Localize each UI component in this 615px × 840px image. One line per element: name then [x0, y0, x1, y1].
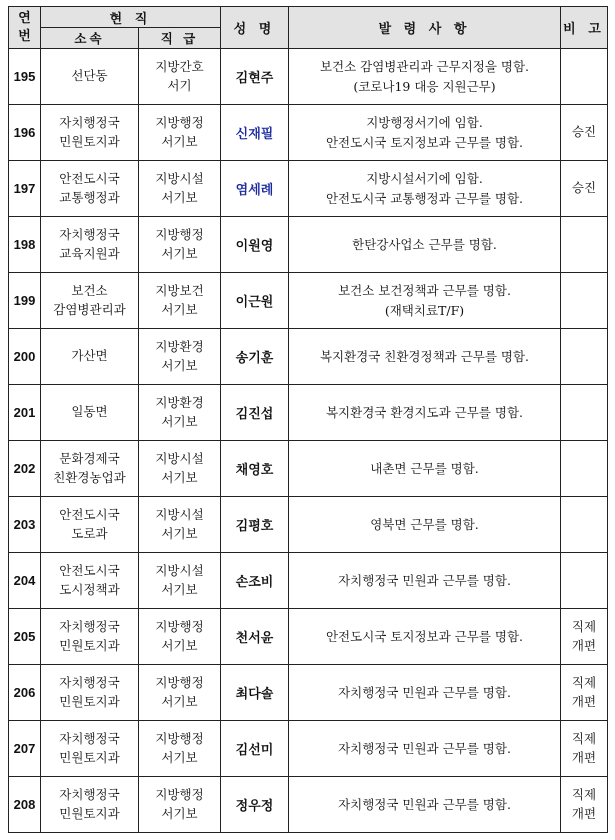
department-line: 선단동 [71, 68, 108, 84]
remark-line: 승진 [571, 180, 597, 196]
order-details [289, 273, 561, 329]
department-line: 감염병관리과 [53, 301, 126, 317]
order-line: 자치행정국 민원과 근무를 명함. [338, 684, 511, 700]
remark-line: 직제 [571, 731, 597, 747]
remark-cell [561, 273, 608, 329]
department-cell [41, 721, 139, 777]
department-line: 자치행정국 [59, 731, 120, 747]
rank-line: 지방간호 [155, 59, 204, 75]
order-line: 내촌면 근무를 명함. [370, 460, 479, 476]
department-line: 자치행정국 [59, 619, 120, 635]
order-line: 보건소 보건정책과 근무를 명함. [338, 282, 511, 298]
remark-cell [561, 441, 608, 497]
rank-line: 지방행정 [155, 787, 204, 803]
rank-line: 지방행정 [155, 675, 204, 691]
department-line: 안전도시국 [59, 507, 120, 523]
order-line: 한탄강사업소 근무를 명함. [352, 236, 497, 252]
department-line: 민원토지과 [59, 637, 120, 653]
header-rank: 직 급 [139, 28, 221, 49]
employee-name: 염세례 [221, 161, 289, 217]
order-line: (코로나19 대응 지원근무) [353, 78, 496, 94]
table-row [9, 273, 608, 329]
rank-line: 서기보 [161, 413, 198, 429]
department-cell [41, 49, 139, 105]
remark-line: 개편 [571, 693, 597, 709]
order-details [289, 49, 561, 105]
header-no-bottom: 번 [18, 28, 31, 44]
remark-line: 개편 [571, 749, 597, 765]
remark-line: 개편 [571, 637, 597, 653]
department-line: 가산면 [71, 348, 108, 364]
order-details [289, 665, 561, 721]
department-line: 자치행정국 [59, 227, 120, 243]
order-details [289, 553, 561, 609]
rank-cell [139, 329, 221, 385]
row-number: 200 [9, 329, 41, 385]
rank-line: 서기보 [161, 693, 198, 709]
rank-cell [139, 217, 221, 273]
rank-line: 지방시설 [155, 563, 204, 579]
department-line: 보건소 [71, 283, 108, 299]
department-cell [41, 609, 139, 665]
rank-cell [139, 777, 221, 833]
employee-name: 김현주 [221, 49, 289, 105]
order-line: 복지환경국 환경지도과 근무를 명함. [325, 404, 524, 420]
rank-line: 서기보 [161, 357, 198, 373]
department-line: 자치행정국 [59, 787, 120, 803]
rank-cell [139, 609, 221, 665]
remark-line: 직제 [571, 619, 597, 635]
order-details [289, 497, 561, 553]
department-line: 도로과 [71, 525, 108, 541]
table-row [9, 217, 608, 273]
rank-line: 서기보 [161, 469, 198, 485]
rank-line: 지방보건 [155, 283, 204, 299]
department-cell [41, 329, 139, 385]
table-row [9, 329, 608, 385]
table-header [9, 7, 608, 49]
remark-cell [561, 385, 608, 441]
order-details [289, 385, 561, 441]
row-number: 197 [9, 161, 41, 217]
rank-line: 지방시설 [155, 171, 204, 187]
table-row [9, 497, 608, 553]
rank-cell [139, 49, 221, 105]
row-number: 201 [9, 385, 41, 441]
department-cell [41, 497, 139, 553]
table-row [9, 49, 608, 105]
rank-cell [139, 385, 221, 441]
rank-line: 서기보 [161, 189, 198, 205]
rank-cell [139, 497, 221, 553]
table-row [9, 385, 608, 441]
rank-line: 서기보 [161, 637, 198, 653]
row-number: 205 [9, 609, 41, 665]
table-row [9, 553, 608, 609]
department-line: 민원토지과 [59, 693, 120, 709]
rank-line: 지방환경 [155, 339, 204, 355]
remark-cell [561, 777, 608, 833]
department-cell [41, 553, 139, 609]
remark-cell [561, 609, 608, 665]
rank-cell [139, 665, 221, 721]
department-cell [41, 161, 139, 217]
order-line: 자치행정국 민원과 근무를 명함. [338, 796, 511, 812]
personnel-order-table [8, 6, 608, 833]
table-row [9, 777, 608, 833]
employee-name: 천서윤 [221, 609, 289, 665]
remark-cell [561, 161, 608, 217]
department-line: 자치행정국 [59, 115, 120, 131]
rank-line: 서기보 [161, 805, 198, 821]
rank-line: 지방행정 [155, 619, 204, 635]
rank-line: 지방행정 [155, 115, 204, 131]
row-number: 208 [9, 777, 41, 833]
department-line: 민원토지과 [59, 133, 120, 149]
table-row [9, 441, 608, 497]
header-no [9, 7, 41, 49]
remark-cell [561, 217, 608, 273]
order-line: 복지환경국 친환경정책과 근무를 명함. [319, 348, 530, 364]
header-current: 현 직 [41, 7, 221, 28]
rank-line: 서기보 [161, 133, 198, 149]
department-line: 교통행정과 [59, 189, 120, 205]
table-body [9, 49, 608, 833]
department-line: 자치행정국 [59, 675, 120, 691]
rank-line: 서기보 [161, 245, 198, 261]
department-cell [41, 273, 139, 329]
order-details [289, 777, 561, 833]
order-line: 자치행정국 민원과 근무를 명함. [338, 572, 511, 588]
department-line: 교육지원과 [59, 245, 120, 261]
employee-name: 김선미 [221, 721, 289, 777]
department-line: 친환경농업과 [53, 469, 126, 485]
rank-cell [139, 441, 221, 497]
table-row [9, 105, 608, 161]
order-line: 안전도시국 토지정보과 근무를 명함. [325, 134, 524, 150]
rank-line: 지방시설 [155, 507, 204, 523]
department-line: 안전도시국 [59, 563, 120, 579]
row-number: 207 [9, 721, 41, 777]
order-line: 영북면 근무를 명함. [370, 516, 479, 532]
department-line: 일동면 [71, 404, 108, 420]
order-line: 지방시설서기에 임함. [366, 170, 483, 186]
order-line: 지방행정서기에 임함. [366, 114, 483, 130]
rank-line: 지방행정 [155, 731, 204, 747]
department-cell [41, 217, 139, 273]
header-name: 성 명 [221, 7, 289, 49]
employee-name: 최다솔 [221, 665, 289, 721]
row-number: 204 [9, 553, 41, 609]
rank-cell [139, 105, 221, 161]
order-details [289, 329, 561, 385]
remark-line: 승진 [571, 124, 597, 140]
remark-cell [561, 105, 608, 161]
department-line: 민원토지과 [59, 749, 120, 765]
row-number: 198 [9, 217, 41, 273]
table-row [9, 665, 608, 721]
table-row [9, 161, 608, 217]
department-cell [41, 385, 139, 441]
rank-line: 서기보 [161, 749, 198, 765]
rank-line: 서기보 [161, 301, 198, 317]
rank-line: 서기 [167, 77, 192, 93]
header-no-top: 연 [18, 10, 31, 26]
employee-name: 이근원 [221, 273, 289, 329]
employee-name: 송기훈 [221, 329, 289, 385]
remark-cell [561, 665, 608, 721]
remark-cell [561, 497, 608, 553]
employee-name: 김평호 [221, 497, 289, 553]
department-line: 도시정책과 [59, 581, 120, 597]
remark-cell [561, 49, 608, 105]
employee-name: 신재필 [221, 105, 289, 161]
department-line: 민원토지과 [59, 805, 120, 821]
row-number: 206 [9, 665, 41, 721]
remark-line: 직제 [571, 787, 597, 803]
remark-cell [561, 553, 608, 609]
order-details [289, 721, 561, 777]
remark-cell [561, 329, 608, 385]
department-line: 안전도시국 [59, 171, 120, 187]
order-line: 안전도시국 교통행정과 근무를 명함. [325, 190, 524, 206]
row-number: 202 [9, 441, 41, 497]
remark-line: 개편 [571, 805, 597, 821]
employee-name: 손조비 [221, 553, 289, 609]
department-cell [41, 105, 139, 161]
employee-name: 김진섭 [221, 385, 289, 441]
remark-line: 직제 [571, 675, 597, 691]
row-number: 203 [9, 497, 41, 553]
table-row [9, 721, 608, 777]
rank-line: 서기보 [161, 581, 198, 597]
row-number: 196 [9, 105, 41, 161]
rank-line: 서기보 [161, 525, 198, 541]
order-line: (재택치료T/F) [384, 302, 465, 318]
department-cell [41, 777, 139, 833]
department-cell [41, 441, 139, 497]
department-cell [41, 665, 139, 721]
rank-cell [139, 721, 221, 777]
department-line: 문화경제국 [59, 451, 120, 467]
order-details [289, 609, 561, 665]
rank-line: 지방시설 [155, 451, 204, 467]
order-details [289, 161, 561, 217]
employee-name: 정우정 [221, 777, 289, 833]
header-orders: 발 령 사 항 [289, 7, 561, 49]
order-line: 보건소 감염병관리과 근무지정을 명함. [319, 58, 530, 74]
remark-cell [561, 721, 608, 777]
order-details [289, 217, 561, 273]
header-dept: 소속 [41, 28, 139, 49]
rank-line: 지방행정 [155, 227, 204, 243]
order-line: 안전도시국 토지정보과 근무를 명함. [325, 628, 524, 644]
header-remark: 비 고 [561, 7, 608, 49]
order-details [289, 105, 561, 161]
rank-line: 지방환경 [155, 395, 204, 411]
rank-cell [139, 553, 221, 609]
rank-cell [139, 161, 221, 217]
row-number: 199 [9, 273, 41, 329]
order-details [289, 441, 561, 497]
rank-cell [139, 273, 221, 329]
employee-name: 이원영 [221, 217, 289, 273]
employee-name: 채영호 [221, 441, 289, 497]
order-line: 자치행정국 민원과 근무를 명함. [338, 740, 511, 756]
row-number: 195 [9, 49, 41, 105]
table-row [9, 609, 608, 665]
